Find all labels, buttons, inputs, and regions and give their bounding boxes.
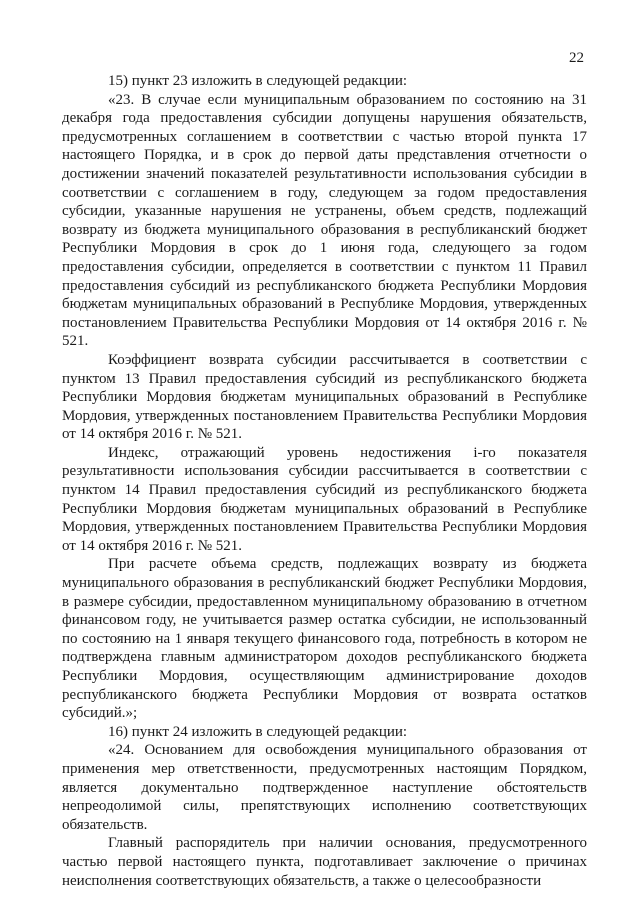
paragraph: Главный распорядитель при наличии основания, предусмотренного частью первой настоящего пункта, подготавливает заключение о причинах неисполнения соответствующих обязательств, а также о целесообразности <box>62 835 587 889</box>
paragraph: 15) пункт 23 изложить в следующей редакции: <box>108 73 408 89</box>
paragraph: 16) пункт 24 изложить в следующей редакции: <box>108 723 408 740</box>
paragraph: Индекс, отражающий уровень недостижения i-го показателя результативности использования субсидии рассчитывается в соответствии с пунктом 14 Правил предоставления субсидий из республиканского бюджета Республики Мордовия бюджетам муниципальных образований в Республике Мордовия, утвержденных постановлением Правительства Республики Мордовия от 14 октября 2016 г. № 521. <box>62 444 587 554</box>
document-body <box>62 72 587 890</box>
paragraph: При расчете объема средств, подлежащих возврату из бюджета муниципального образования в республиканский бюджет Республики Мордовия, в размере субсидии, предоставленном муниципальному образованию в отчетном финансовом году, не учитывается размер остатка субсидии, не использованный по состоянию на 1 января текущего финансового года, потребность в котором не подтверждена главным администратором доходов республиканского бюджета Республики Мордовия, осуществляющим администрирование доходов республиканского бюджета Республики Мордовия от возврата остатков субсидий.»; <box>62 556 587 722</box>
paragraph: Коэффициент возврата субсидии рассчитывается в соответствии с пунктом 13 Правил предоставления субсидий из республиканского бюджета Республики Мордовия бюджетам муниципальных образований в Республике Мордовия, утвержденных постановлением Правительства Республики Мордовия от 14 октября 2016 г. № 521. <box>62 351 587 443</box>
page-number: 22 <box>569 50 584 66</box>
paragraph: «24. Основанием для освобождения муниципального образования от применения мер ответственности, предусмотренных настоящим Порядком, является документально подтвержденное наступление обстоятельств непреодолимой силы, препятствующих исполнению соответствующих обязательств. <box>62 742 587 833</box>
paragraph: «23. В случае если муниципальным образованием по состоянию на 31 декабря года предоставления субсидии допущены нарушения обязательств, предусмотренных соглашением в соответствии с частью второй пункта 17 настоящего Порядка, и в срок до первой даты представления отчетности о достижении значений показателей результативности использования субсидии в соответствии с соглашением в году, следующем за годом предоставления субсидии, указанные нарушения не устранены, объем средств, подлежащий возврату из бюджета муниципального образования в республиканский бюджет Республики Мордовия в срок до 1 июня года, следующего за годом предоставления субсидии, определяется в соответствии с пунктом 11 Правил предоставления субсидий из республиканского бюджета Республики Мордовия бюджетам муниципальных образований в Республике Мордовия, утвержденных постановлением Правительства Республики Мордовия от 14 октября 2016 г. № 521. <box>62 91 587 350</box>
